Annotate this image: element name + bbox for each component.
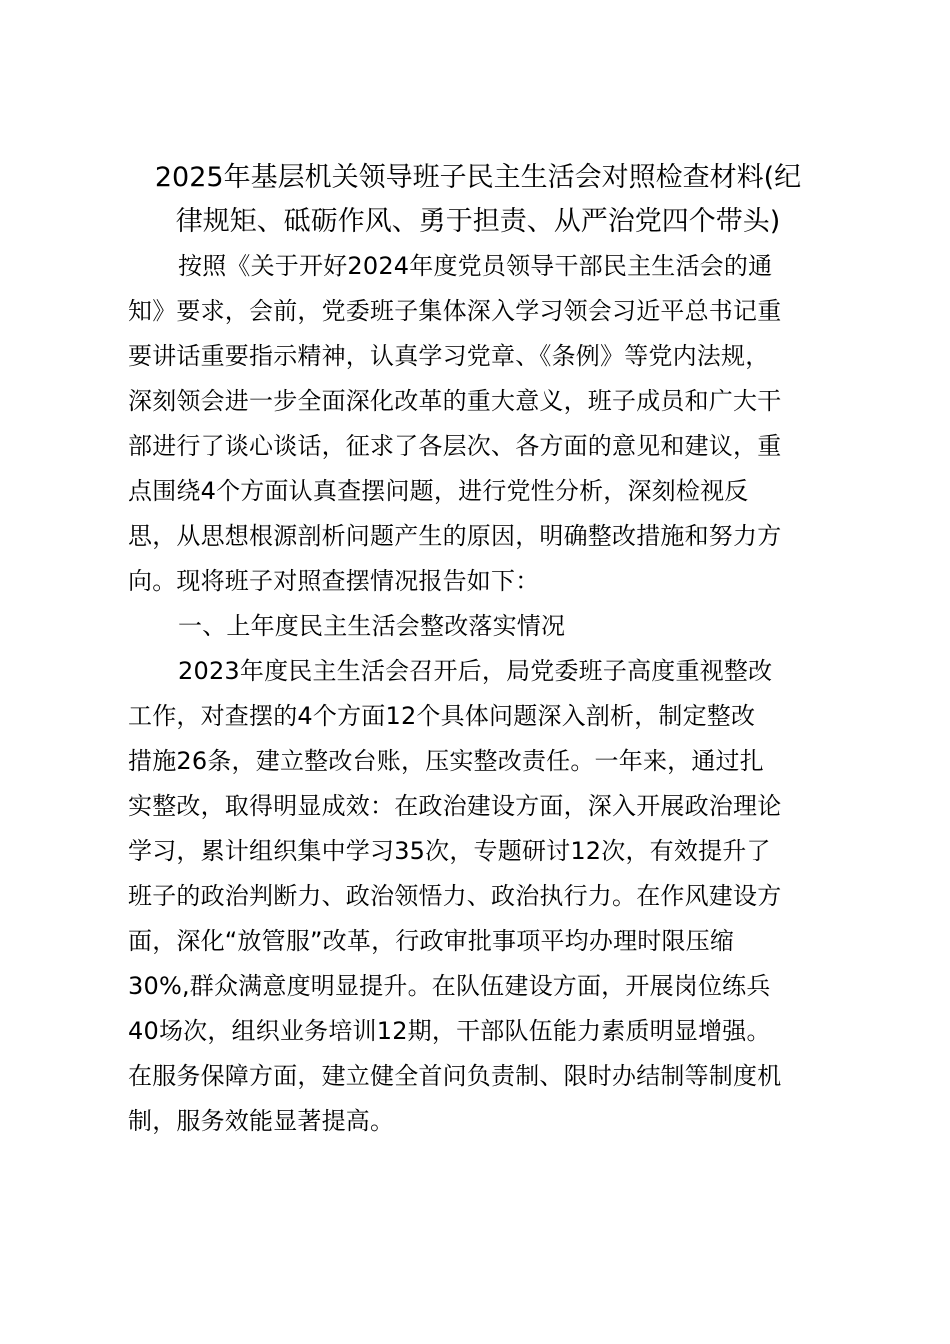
section-heading: 一、上年度民主生活会整改落实情况 (178, 612, 566, 640)
intro-line: 知》要求，会前，党委班子集体深入学习领会习近平总书记重 (128, 297, 782, 325)
intro-paragraph (128, 244, 828, 604)
section-paragraph (128, 649, 828, 1144)
intro-line: 点围绕4个方面认真查摆问题，进行党性分析，深刻检视反 (128, 477, 749, 505)
section-line: 学习，累计组织集中学习35次，专题研讨12次，有效提升了 (128, 837, 771, 865)
section-line: 班子的政治判断力、政治领悟力、政治执行力。在作风建设方 (128, 882, 782, 910)
intro-line: 深刻领会进一步全面深化改革的重大意义，班子成员和广大干 (128, 387, 782, 415)
section-line: 措施26条，建立整改台账，压实整改责任。一年来，通过扎 (128, 747, 764, 775)
intro-line: 思，从思想根源剖析问题产生的原因，明确整改措施和努力方 (128, 522, 782, 550)
title-line: 2025年基层机关领导班子民主生活会对照检查材料(纪 (154, 162, 802, 193)
intro-line: 部进行了谈心谈话，征求了各层次、各方面的意见和建议，重 (128, 432, 782, 460)
intro-line: 向。现将班子对照查摆情况报告如下： (128, 567, 540, 595)
title-line: 律规矩、砥砺作风、勇于担责、从严治党四个带头) (175, 206, 781, 237)
intro-line: 按照《关于开好2024年度党员领导干部民主生活会的通 (178, 252, 773, 280)
intro-line: 要讲话重要指示精神，认真学习党章、《条例》等党内法规， (128, 342, 770, 370)
document-body (128, 156, 828, 1144)
section-heading-block (128, 604, 828, 649)
section-line: 30%,群众满意度明显提升。在队伍建设方面，开展岗位练兵 (128, 972, 771, 1000)
section-line: 工作，对查摆的4个方面12个具体问题深入剖析，制定整改 (128, 702, 756, 730)
section-line: 面，深化“放管服”改革，行政审批事项平均办理时限压缩 (128, 927, 735, 955)
document-title (126, 156, 830, 244)
section-line: 制，服务效能显著提高。 (128, 1107, 395, 1135)
section-line: 在服务保障方面，建立健全首问负责制、限时办结制等制度机 (128, 1062, 782, 1090)
section-line: 40场次，组织业务培训12期，干部队伍能力素质明显增强。 (128, 1017, 771, 1045)
section-line: 2023年度民主生活会召开后，局党委班子高度重视整改 (178, 657, 773, 685)
section-line: 实整改，取得明显成效：在政治建设方面，深入开展政治理论 (128, 792, 782, 820)
